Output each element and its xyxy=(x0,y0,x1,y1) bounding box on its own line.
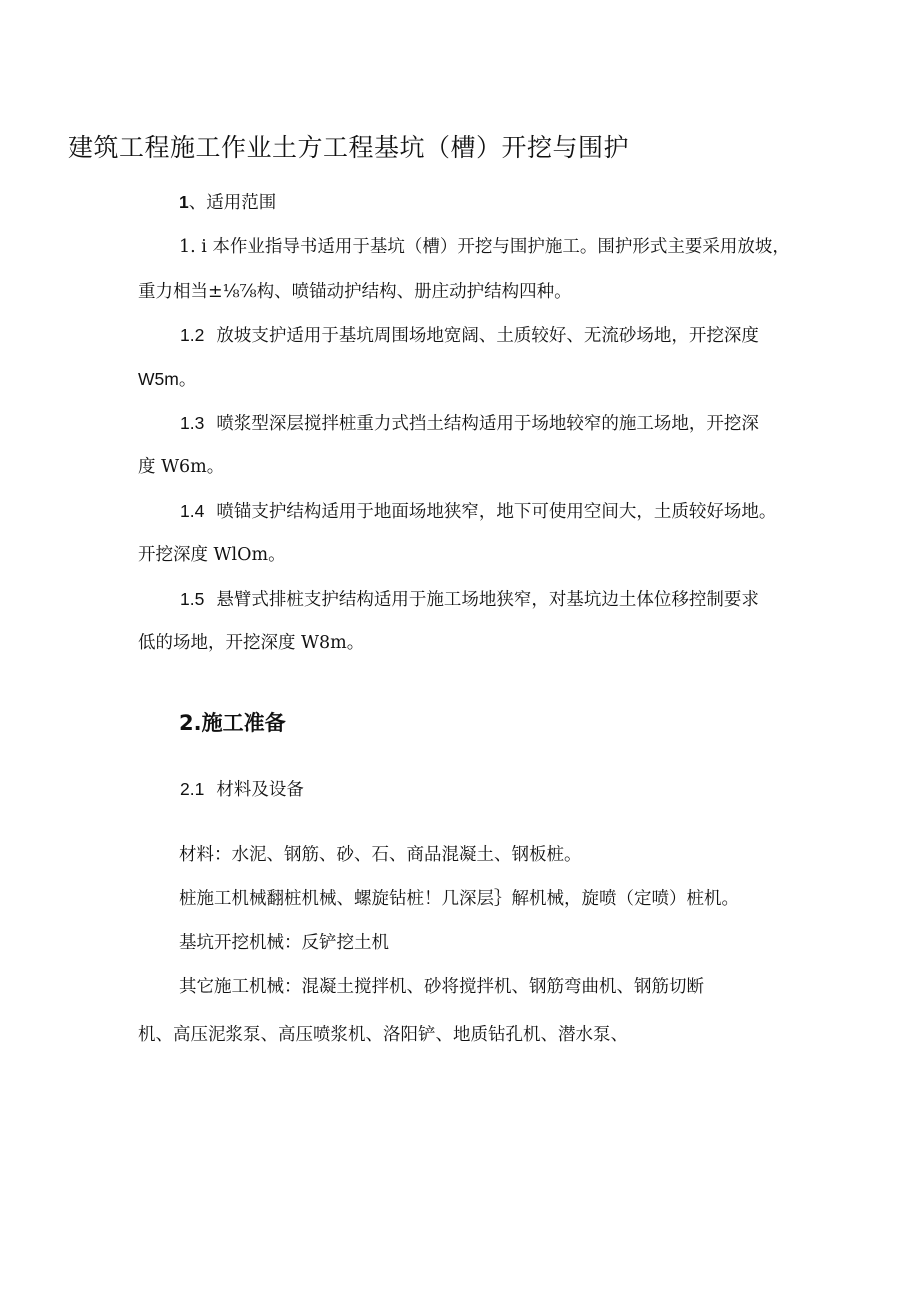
subsection-2-1-number: 2.1 xyxy=(180,779,205,799)
other-machines-line-2: 机、高压泥浆泵、高压喷浆机、洛阳铲、地质钻孔机、潜水泵、 xyxy=(138,1025,628,1045)
paragraph-1-4-number: 1.4 xyxy=(180,501,205,521)
section-2-heading: 2.施工准备 xyxy=(179,711,286,735)
excavation-machines-line: 基坑开挖机械：反铲挖土机 xyxy=(179,933,389,953)
paragraph-1-1-line-2: 重力相当±⅛⅞构、喷锚动护结构、册庄动护结构四种。 xyxy=(138,282,572,302)
paragraph-1-1-line-1: 1. i 本作业指导书适用于基坑（槽）开挖与围护施工。围护形式主要采用放坡， xyxy=(179,237,790,257)
paragraph-1-5-text: 悬臂式排桩支护结构适用于施工场地狭窄，对基坑边土体位移控制要求 xyxy=(216,590,759,610)
paragraph-1-5-line-1 xyxy=(180,587,759,612)
pile-machines-line: 桩施工机械翻桩机械、螺旋钻桩！几深层｝解机械，旋喷（定喷）桩机。 xyxy=(179,889,739,909)
paragraph-1-3-line-2: 度 W6m。 xyxy=(138,457,225,477)
materials-line: 材料：水泥、钢筋、砂、石、商品混凝土、钢板桩。 xyxy=(179,845,582,865)
paragraph-1-4-line-2: 开挖深度 WlOm。 xyxy=(138,545,286,565)
paragraph-1-4-line-1 xyxy=(180,499,776,524)
paragraph-1-2-line-2: W5m。 xyxy=(138,369,197,389)
section-1-title: 、适用范围 xyxy=(188,193,277,213)
paragraph-1-3-number: 1.3 xyxy=(180,413,205,433)
section-1-number: 1 xyxy=(179,192,189,212)
document-title: 建筑工程施工作业土方工程基坑（槽）开挖与围护 xyxy=(68,133,630,162)
paragraph-1-5-line-2: 低的场地，开挖深度 W8m。 xyxy=(138,633,365,653)
paragraph-1-2-line-1 xyxy=(180,323,759,348)
paragraph-1-5-number: 1.5 xyxy=(180,589,205,609)
paragraph-1-2-text: 放坡支护适用于基坑周围场地宽阔、土质较好、无流砂场地，开挖深度 xyxy=(216,326,759,346)
paragraph-1-3-text: 喷浆型深层搅拌桩重力式挡土结构适用于场地较窄的施工场地，开挖深 xyxy=(216,414,759,434)
paragraph-1-2-number: 1.2 xyxy=(180,325,205,345)
subsection-2-1-title: 材料及设备 xyxy=(216,780,304,800)
section-1-heading xyxy=(179,190,276,215)
paragraph-1-4-text: 喷锚支护结构适用于地面场地狭窄，地下可使用空间大，土质较好场地。 xyxy=(216,502,777,522)
subsection-2-1-heading xyxy=(180,777,304,802)
other-machines-line-1: 其它施工机械：混凝土搅拌机、砂将搅拌机、钢筋弯曲机、钢筋切断 xyxy=(179,977,704,997)
paragraph-1-3-line-1 xyxy=(180,411,759,436)
